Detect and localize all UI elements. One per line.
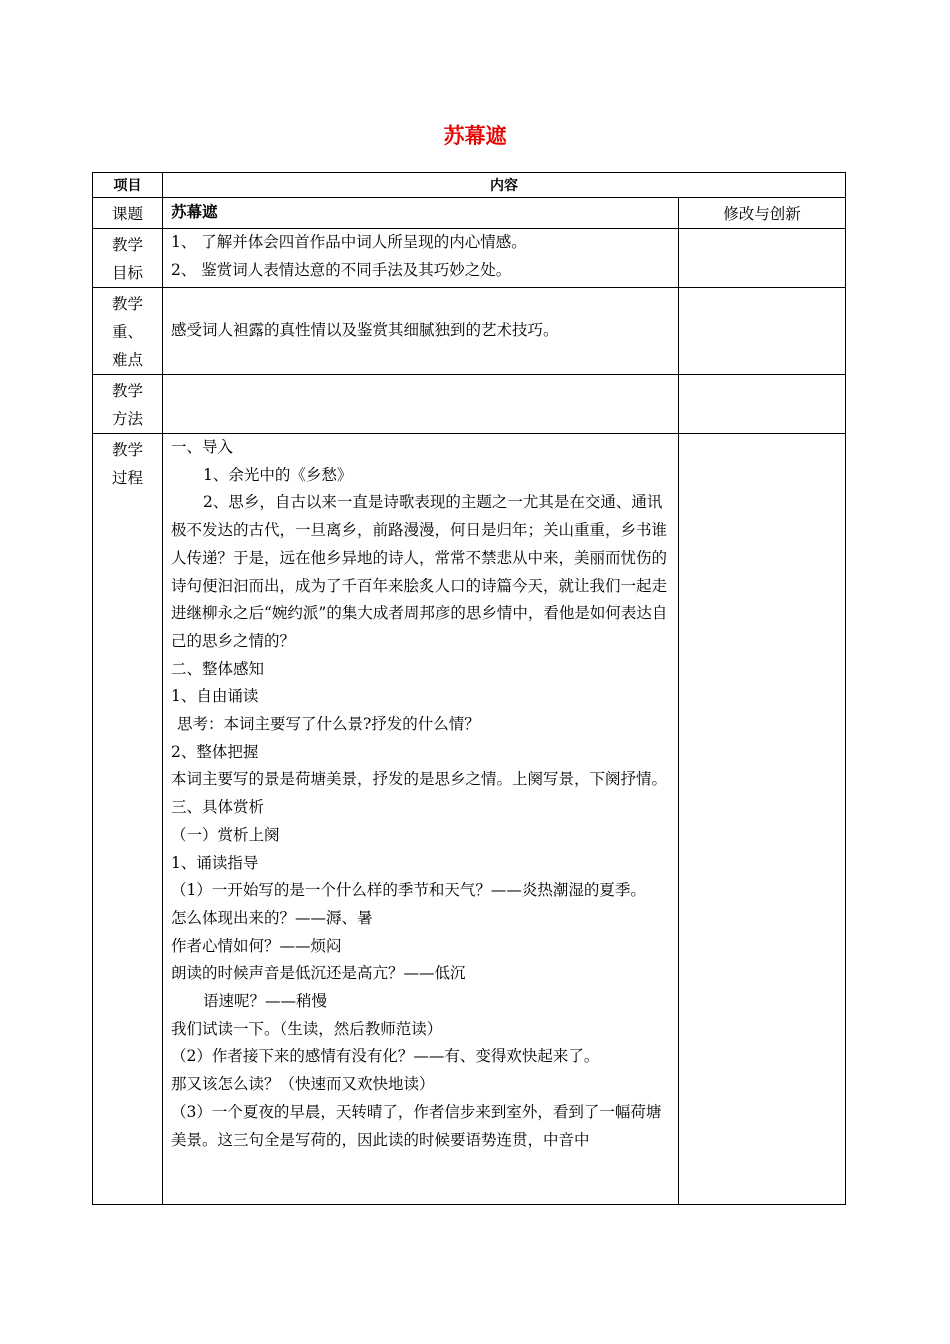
key-points-label-line2: 重、 bbox=[111, 323, 143, 341]
method-notes bbox=[679, 375, 846, 434]
process-line: 2、整体把握 bbox=[171, 742, 259, 761]
process-line: （2）作者接下来的感情有没有化？——有、变得欢快起来了。 bbox=[171, 1047, 600, 1066]
key-points-label-line3: 难点 bbox=[111, 351, 143, 369]
header-content: 内容 bbox=[163, 173, 846, 198]
process-line: 1、余光中的《乡愁》 bbox=[203, 465, 353, 484]
header-item: 项目 bbox=[93, 173, 163, 198]
process-line: 2、思乡，自古以来一直是诗歌表现的主题之一尤其是在交通、通讯极不发达的古代，一旦离乡，前路漫漫，何日是归年；关山重重，乡书谁人传递？于是，远在他乡异地的诗人，常常不禁悲从中来，美丽而忧伤的诗句便汩汩而出，成为了千百年来脍炙人口的诗篇今天，就让我们一起走进继柳永之后“婉约派”的集大成者周邦彦的思乡情中，看他是如何表达自己的思乡之情的？ bbox=[171, 493, 668, 650]
topic-label: 课题 bbox=[93, 198, 163, 229]
method-content bbox=[163, 375, 679, 434]
process-line: 二、整体感知 bbox=[171, 659, 265, 678]
process-line: 怎么体现出来的？——溽、暑 bbox=[171, 908, 373, 927]
process-line: （一）赏析上阕 bbox=[171, 825, 280, 844]
process-line: 本词主要写的景是荷塘美景，抒发的是思乡之情。上阕写景，下阕抒情。 bbox=[171, 770, 668, 789]
notes-label: 修改与创新 bbox=[679, 198, 846, 229]
goal-item: 1、 了解并体会四首作品中词人所呈现的内心情感。 bbox=[171, 233, 527, 251]
method-row bbox=[93, 375, 846, 434]
process-label-line2: 过程 bbox=[111, 469, 143, 487]
key-points-content: 感受词人袒露的真性情以及鉴赏其细腻独到的艺术技巧。 bbox=[163, 288, 679, 375]
document-title: 苏幕遮 bbox=[443, 124, 507, 148]
method-label-line2: 方法 bbox=[111, 410, 143, 428]
topic-row bbox=[93, 198, 846, 229]
lesson-plan-table bbox=[92, 172, 846, 1205]
goals-row bbox=[93, 229, 846, 288]
topic-value: 苏幕遮 bbox=[163, 198, 679, 229]
process-line: 朗读的时候声音是低沉还是高亢？——低沉 bbox=[171, 964, 466, 983]
goals-label bbox=[93, 229, 163, 288]
key-points-label bbox=[93, 288, 163, 375]
process-label-line1: 教学 bbox=[111, 441, 143, 459]
goals-label-line2: 目标 bbox=[111, 264, 143, 282]
process-line: 1、自由诵读 bbox=[171, 687, 259, 706]
process-content bbox=[163, 434, 679, 1205]
goals-content bbox=[163, 229, 679, 288]
method-label-line1: 教学 bbox=[111, 382, 143, 400]
header-row bbox=[93, 173, 846, 198]
process-line: 那又该怎么读？（快速而又欢快地读） bbox=[171, 1075, 435, 1094]
process-label bbox=[93, 434, 163, 1205]
goals-label-line1: 教学 bbox=[111, 236, 143, 254]
process-line: 思考：本词主要写了什么景?抒发的什么情？ bbox=[177, 715, 480, 734]
key-points-label-line1: 教学 bbox=[111, 295, 143, 313]
process-line: 语速呢？——稍慢 bbox=[203, 992, 328, 1011]
goals-notes bbox=[679, 229, 846, 288]
goal-item: 2、 鉴赏词人表情达意的不同手法及其巧妙之处。 bbox=[171, 260, 512, 279]
key-points-notes bbox=[679, 288, 846, 375]
process-line: 我们试读一下。（生读，然后教师范读） bbox=[171, 1019, 443, 1038]
process-line: 一、导入 bbox=[171, 438, 234, 456]
process-line: 1、诵读指导 bbox=[171, 853, 259, 872]
process-row bbox=[93, 434, 846, 1205]
process-line: （3）一个夏夜的早晨，天转晴了，作者信步来到室外，看到了一幅荷塘美景。这三句全是写荷的，因此读的时候要语势连贯，中音中 bbox=[171, 1102, 662, 1149]
method-label bbox=[93, 375, 163, 434]
process-notes bbox=[679, 434, 846, 1205]
process-line: 三、具体赏析 bbox=[171, 798, 265, 817]
process-line: 作者心情如何？——烦闷 bbox=[171, 936, 342, 955]
key-points-row bbox=[93, 288, 846, 375]
process-line: （1）一开始写的是一个什么样的季节和天气？——炎热潮湿的夏季。 bbox=[171, 881, 646, 900]
